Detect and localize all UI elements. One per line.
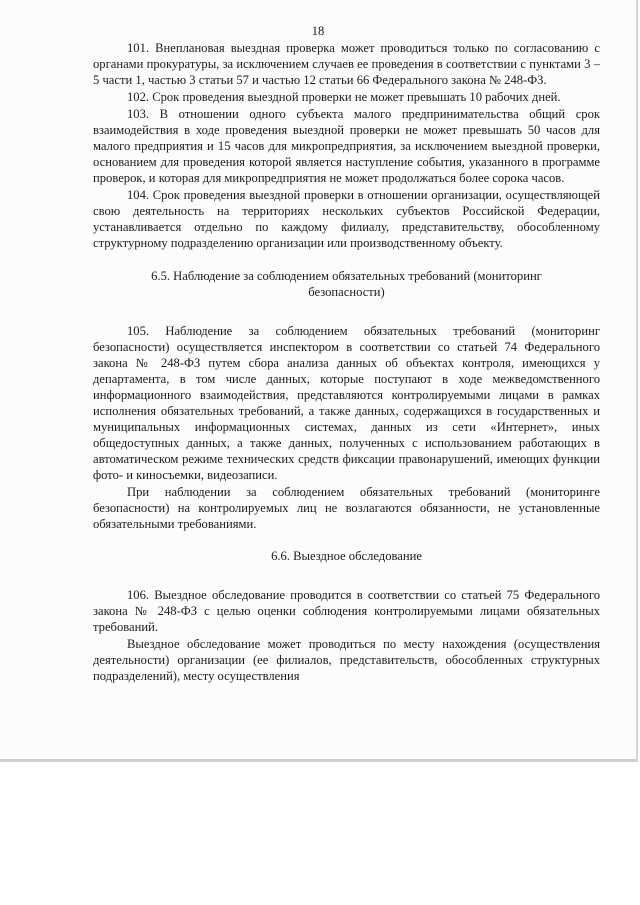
page-number: 18 — [311, 24, 325, 38]
paragraph-101: 101. Внеплановая выездная проверка может проводиться только по согласованию с органами прокуратуры, за исключением случаев ее проведения в соответствии с пунктами 3 – 5 части 1, частью 3 статьи 57 и частью 12 статьи 66 Федерального закона № 248-ФЗ. — [93, 41, 600, 87]
paragraph-106: 106. Выездное обследование проводится в соответствии со статьей 75 Федерального закона № 248-ФЗ с целью оценки соблюдения контролируемыми лицами обязательных требований. — [93, 588, 600, 634]
section-6-6-title: 6.6. Выездное обследование — [271, 549, 422, 563]
paragraph-104: 104. Срок проведения выездной проверки в отношении организации, осуществляющей свою деятельность на территориях нескольких субъектов Российской Федерации, устанавливается отдельно по каждому филиалу, представительству, обособленному структурному подразделению организации или производственному объекту. — [93, 188, 600, 250]
paragraph-103: 103. В отношении одного субъекта малого предпринимательства общий срок взаимодействия в ходе проведения выездной проверки не может превышать 50 часов для малого предприятия и 15 часов для микропредприятия, за исключением выездной проверки, основанием для проведения которой является наступление события, указанного в программе проверок, и которая для микропредприятия не может продолжаться более сорока часов. — [93, 107, 600, 185]
paragraph-102: 102. Срок проведения выездной проверки не может превышать 10 рабочих дней. — [127, 90, 561, 104]
document-body — [93, 40, 600, 684]
paragraph-inspection-location: Выездное обследование может проводиться по месту нахождения (осуществления деятельности) организации (ее филиалов, представительств, обособленных структурных подразделений), месту осуществления — [93, 637, 600, 683]
paragraph-105: 105. Наблюдение за соблюдением обязательных требований (мониторинг безопасности) осуществляется инспектором в соответствии со статьей 74 Федерального закона № 248-ФЗ путем сбора анализа данных об объектах контроля, имеющихся у департамента, в том числе данных, которые поступают в ходе межведомственного информационного взаимодействия, представляются контролируемыми лицами в рамках исполнения обязательных требований, а также данных, содержащихся в государственных и муниципальных информационных системах, данных из сети «Интернет», иных общедоступных данных, а также данных, полученных с использованием работающих в автоматическом режиме технических средств фиксации правонарушений, имеющих функции фото- и киносъемки, видеозаписи. — [93, 324, 600, 482]
paragraph-monitoring-note: При наблюдении за соблюдением обязательных требований (мониторинге безопасности) на контролируемых лиц не возлагаются обязанности, не установленные обязательными требованиями. — [93, 485, 600, 531]
section-6-5-title: 6.5. Наблюдение за соблюдением обязательных требований (мониторинг безопасности) — [151, 269, 542, 299]
